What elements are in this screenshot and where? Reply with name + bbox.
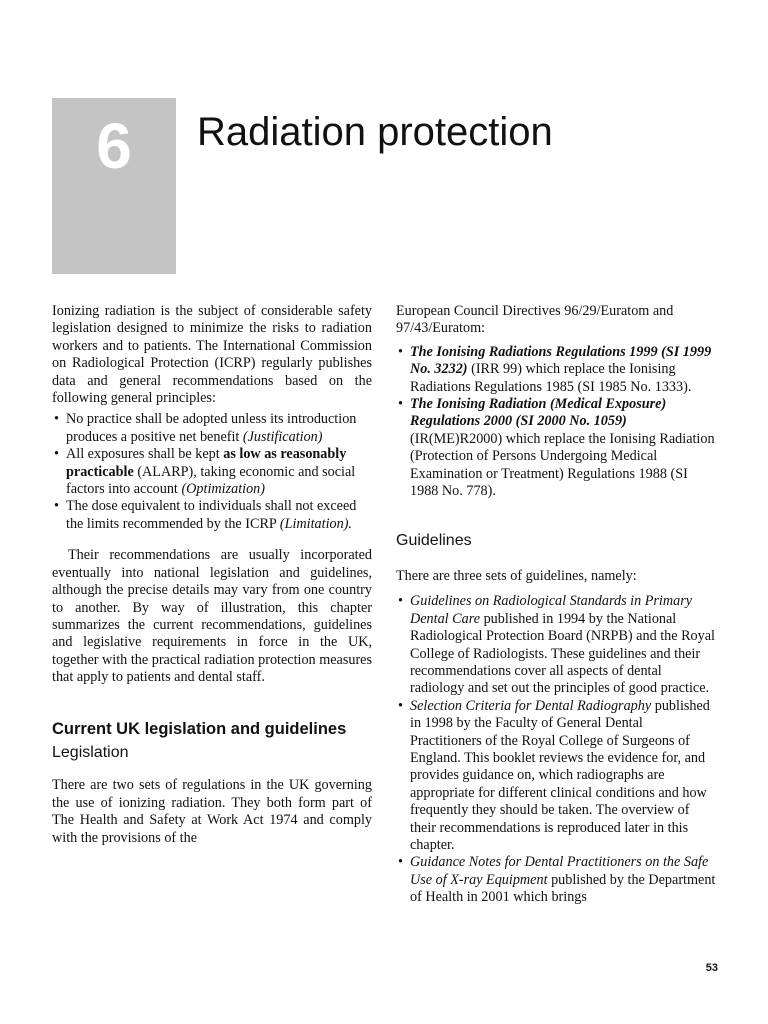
principle-text: No practice shall be adopted unless its introduction produces a positive net benefit <box>66 411 357 445</box>
bullet-icon: • <box>54 446 59 463</box>
guideline-text: published in 1998 by the Faculty of General Dental Practitioners of the Royal College of Surgeons of England. This booklet reviews the evidence for, and provides guidance on, which radiographs are appropriate for different clinical conditions and how frequently they should be taken. The overview of their recommendations is reproduced later in this chapter. <box>410 697 710 853</box>
bullet-icon: • <box>398 343 403 360</box>
bullet-icon: • <box>54 411 59 428</box>
bullet-icon: • <box>54 498 59 515</box>
guidelines-list <box>396 593 718 906</box>
list-item <box>52 411 372 446</box>
chapter-title: Radiation protection <box>197 110 553 154</box>
guideline-title: Selection Criteria for Dental Radiography <box>410 697 652 714</box>
guideline-text: published by the Department of Health in 2001 which brings <box>410 871 716 906</box>
list-item <box>396 854 718 906</box>
list-item <box>396 344 718 396</box>
legislation-paragraph: There are two sets of regulations in the UK governing the use of ionizing radiation. They both form part of The Health and Safety at Work Act 1974 and comply with the provisions of the <box>52 777 372 846</box>
principle-emphasis: as low as reasonably practicable <box>66 446 347 480</box>
principle-term: (Limitation). <box>279 515 352 532</box>
regulation-text: (IRR 99) which replace the Ionising Radiations Regulations 1985 (SI 1985 No. 1333). <box>410 361 692 395</box>
list-item <box>52 446 372 498</box>
left-column <box>52 303 372 847</box>
legislation-heading: Legislation <box>52 743 129 761</box>
bullet-icon: • <box>398 396 403 413</box>
list-item <box>396 698 718 855</box>
principle-after: (ALARP), taking economic and social factors into account <box>66 463 356 498</box>
guideline-title: Guidelines on Radiological Standards in Primary Dental Care <box>410 593 693 627</box>
bullet-icon: • <box>398 593 403 610</box>
page-number: 53 <box>705 962 718 974</box>
regulation-text: (IR(ME)R2000) which replace the Ionising Radiation (Protection of Persons Undergoing Medical Examination or Treatment) Regulations 1988 (SI 1988 No. 778). <box>410 430 715 500</box>
bullet-icon: • <box>398 697 403 714</box>
chapter-number: 6 <box>96 110 132 182</box>
section-heading: Current UK legislation and guidelines <box>52 719 347 738</box>
recommendations-paragraph: Their recommendations are usually incorporated eventually into national legislation and guidelines, although the precise details may vary from one country to another. By way of illustration, this chapter summarizes the current recommendations, guidelines and legislative requirements in force in the UK, together with the practical radiation protection measures that apply to patients and dental staff. <box>52 547 372 686</box>
chapter-number-box <box>52 98 176 274</box>
guidelines-heading: Guidelines <box>396 532 472 550</box>
regulations-list <box>396 344 718 501</box>
guideline-text: published in 1994 by the National Radiological Protection Board (NRPB) and the Royal College of Radiologists. These guidelines and their recommendations cover all aspects of dental radiology and set out the principles of good practice. <box>410 610 715 697</box>
guidelines-intro: There are three sets of guidelines, namely: <box>396 567 637 584</box>
list-item <box>52 498 372 533</box>
regulation-title: The Ionising Radiation (Medical Exposure) Regulations 2000 (SI 2000 No. 1059) <box>410 396 667 430</box>
bullet-icon: • <box>398 854 403 871</box>
principles-list <box>52 411 372 533</box>
right-column <box>396 303 718 907</box>
principle-text: The dose equivalent to individuals shall not exceed the limits recommended by the ICRP <box>66 498 357 532</box>
principle-text: All exposures shall be kept <box>66 446 224 463</box>
principle-term: (Justification) <box>242 428 323 445</box>
intro-paragraph: Ionizing radiation is the subject of considerable safety legislation designed to minimize the risks to radiation workers and to patients. The International Commission on Radiological Protection (ICRP) regularly publishes data and general recommendations based on the following general principles: <box>52 303 372 407</box>
principle-term: (Optimization) <box>181 481 265 498</box>
list-item <box>396 593 718 697</box>
regulation-title: The Ionising Radiations Regulations 1999 (SI 1999 No. 3232) <box>410 343 712 378</box>
list-item <box>396 396 718 500</box>
legislation-continuation: European Council Directives 96/29/Euratom and 97/43/Euratom: <box>396 303 674 337</box>
guideline-title: Guidance Notes for Dental Practitioners on the Safe Use of X-ray Equipment <box>410 854 709 888</box>
